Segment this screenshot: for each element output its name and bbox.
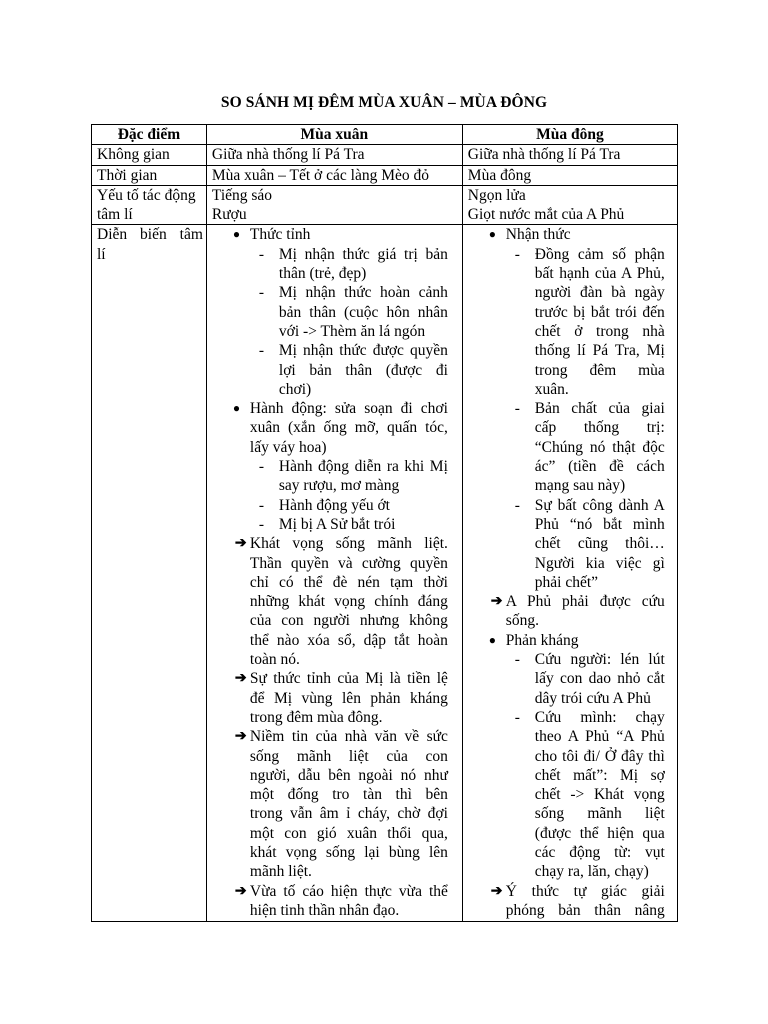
list-line [468, 534, 674, 553]
header-mua-dong: Mùa đông [462, 125, 677, 145]
list-line-text: Mị nhận thức giá trị bản [278, 245, 448, 263]
list-line-text: Cứu người: lén lút [534, 651, 665, 669]
list-line [468, 457, 674, 476]
list-line-text: Người kia việc gì [534, 554, 665, 572]
table-row [92, 145, 678, 165]
list-line-text: trong vẫn âm ỉ cháy, chờ đợi [249, 805, 448, 823]
list-line [468, 804, 674, 823]
row-label: Không gian [92, 145, 207, 165]
row-label-line: lí [97, 245, 106, 263]
list-line [212, 573, 459, 592]
list-line-text: phóng bản thân nâng [505, 901, 665, 919]
dash-marker: - [514, 400, 520, 418]
row-label-line: Yếu tố tác động [97, 186, 196, 204]
list-line [468, 380, 674, 399]
list-line-text: thể nào xóa sổ, dập tắt hoàn [249, 631, 448, 649]
list-line [212, 843, 459, 862]
list-line [468, 418, 674, 437]
list-line [468, 245, 674, 264]
list-line-text: A Phủ phải được cứu [505, 593, 665, 611]
list-line [212, 245, 459, 264]
dash-marker: - [514, 496, 520, 514]
dash-marker: - [258, 284, 265, 302]
list-line-text: trước bị bắt trói đến [534, 303, 665, 321]
list-line-text: Vừa tố cáo hiện thực vừa thể [249, 882, 448, 900]
list-line [212, 534, 459, 553]
bullet-icon: ● [232, 401, 241, 416]
list-line [468, 225, 674, 244]
winter-line: Ngọn lửa [467, 186, 526, 204]
list-line-text: sống mãnh liệt [534, 805, 665, 823]
list-line [468, 785, 674, 804]
list-line [468, 862, 674, 881]
list-line-text: Khát vọng sống mãnh liệt. [249, 535, 448, 553]
list-line-text: Sự bất công dành A [534, 496, 665, 514]
list-line [468, 901, 674, 920]
list-line-text: Hành động yếu ớt [278, 496, 390, 514]
row-label-line: tâm lí [97, 206, 133, 224]
spring-cell: Mùa xuân – Tết ở các làng Mèo đỏ [206, 165, 462, 185]
list-line-text: cho tôi đi/ Ở đây thì [534, 747, 665, 765]
list-line [468, 708, 674, 727]
list-line-text: sống. [505, 612, 539, 630]
dash-marker: - [258, 342, 265, 360]
dash-marker: - [258, 245, 265, 263]
list-line-text: với -> Thèm ăn lá ngón [278, 322, 426, 340]
list-line-text: ác” (tiền đề cách [534, 458, 665, 476]
arrow-right-icon: ➔ [490, 883, 503, 899]
list-line-text: chết ở trong nhà [534, 322, 665, 340]
list-line-text: xuân. [534, 380, 569, 398]
list-line [212, 457, 459, 476]
list-line [468, 476, 674, 495]
list-line-text: Thức tỉnh [249, 226, 311, 244]
list-line [212, 708, 459, 727]
list-line-text: Mị nhận thức hoàn cảnh [278, 284, 448, 302]
list-line-text: thân (trẻ, đẹp) [278, 265, 367, 283]
list-line-text: phải chết” [534, 573, 599, 591]
list-line [212, 496, 459, 515]
list-line-text: say rượu, mơ màng [278, 477, 400, 495]
list-line-text: (được thể hiện qua [534, 824, 665, 842]
list-line-text: bản thân (cuộc hôn nhân [278, 303, 448, 321]
arrow-right-icon: ➔ [490, 594, 503, 610]
list-line-text: Thần quyền và cường quyền [249, 554, 448, 572]
list-line-text: của con người nhưng không [249, 612, 448, 630]
winter-content [468, 225, 674, 921]
header-row [92, 125, 678, 145]
spring-line: Rượu [211, 206, 247, 224]
list-line-text: chỉ có thể đè nén tạm thời [249, 573, 448, 591]
list-line-text: bất hạnh của A Phủ, [534, 265, 665, 283]
list-line [212, 650, 459, 669]
winter-cell [462, 225, 677, 922]
list-line [212, 361, 459, 380]
list-line [212, 438, 459, 457]
list-line-text: các động từ: vụt [534, 843, 665, 861]
dash-marker: - [514, 708, 520, 726]
list-line [468, 496, 674, 515]
list-line [212, 611, 459, 630]
list-line [468, 592, 674, 611]
list-line [468, 283, 674, 302]
list-line [212, 901, 459, 920]
list-line [468, 515, 674, 534]
list-line [212, 418, 459, 437]
list-line-text: Bản chất của giai [534, 400, 665, 418]
winter-line: Giọt nước mắt của A Phủ [467, 206, 625, 224]
list-line [468, 322, 674, 341]
list-line-text: người đàn bà ngày [534, 284, 665, 302]
list-line [212, 804, 459, 823]
list-line-text: cấp thống trị: [534, 419, 665, 437]
list-line [212, 515, 459, 534]
list-line [468, 303, 674, 322]
list-line-text: khát vọng sống lại bùng lên [249, 843, 448, 861]
bullet-icon: ● [488, 227, 497, 242]
spring-cell [206, 225, 462, 922]
dash-marker: - [514, 245, 520, 263]
list-line-text: Mị bị A Sử bắt trói [278, 515, 396, 533]
arrow-right-icon: ➔ [234, 536, 247, 552]
list-line [212, 399, 459, 418]
list-line [212, 554, 459, 573]
bullet-icon: ● [488, 632, 497, 647]
list-line-text: hiện tinh thần nhân đạo. [249, 901, 400, 919]
list-line [468, 669, 674, 688]
list-line-text: Đồng cảm số phận [534, 245, 665, 263]
arrow-right-icon: ➔ [234, 883, 247, 899]
table-row-dien-bien [92, 225, 678, 922]
list-line [468, 554, 674, 573]
list-line [212, 727, 459, 746]
table-row [92, 165, 678, 185]
list-line-text: Mị nhận thức được quyền [278, 342, 448, 360]
list-line [212, 303, 459, 322]
list-line [468, 843, 674, 862]
dash-marker: - [514, 651, 520, 669]
list-line-text: thống lí Pá Tra, Mị [534, 342, 665, 360]
list-line [468, 824, 674, 843]
list-line [212, 824, 459, 843]
list-line [212, 747, 459, 766]
list-line-text: chết -> Khát vọng [534, 786, 665, 804]
list-line [468, 399, 674, 418]
list-line-text: Ý thức tự giác giải [505, 882, 665, 900]
dash-marker: - [258, 515, 265, 533]
list-line-text: xuân (xắn ống mỡ, quấn tóc, [249, 419, 448, 437]
list-line [212, 341, 459, 360]
spring-content [212, 225, 459, 921]
list-line [468, 341, 674, 360]
arrow-right-icon: ➔ [234, 671, 247, 687]
row-label [92, 185, 207, 225]
list-line-text: Hành động: sửa soạn đi chơi [249, 400, 448, 418]
list-line-text: chết cũng thôi… [534, 535, 665, 553]
list-line-text: sống mãnh liệt của con [249, 747, 448, 765]
list-line [212, 669, 459, 688]
row-label: Thời gian [92, 165, 207, 185]
list-line [212, 785, 459, 804]
list-line-text: lấy con dao nhỏ cắt [534, 670, 665, 688]
list-line [468, 766, 674, 785]
list-line [212, 264, 459, 283]
list-line-text: dây trói cứu A Phủ [534, 689, 651, 707]
list-line [212, 631, 459, 650]
spring-line: Tiếng sáo [211, 186, 273, 204]
header-mua-xuan: Mùa xuân [206, 125, 462, 145]
row-label-line: Diễn biến tâm [97, 226, 203, 244]
list-line [468, 727, 674, 746]
list-line-text: một đống tro tàn thì bên [249, 786, 448, 804]
list-line [212, 689, 459, 708]
list-line [212, 592, 459, 611]
list-line-text: lấy váy hoa) [249, 438, 327, 456]
list-line-text: trong đêm mùa [534, 361, 665, 379]
list-line [212, 380, 459, 399]
list-line-text: một con gió xuân thổi qua, [249, 824, 448, 842]
list-line [212, 225, 459, 244]
list-line-text: lợi bản thân (được đi [278, 361, 448, 379]
list-line [468, 650, 674, 669]
list-line-text: chạy ra, lăn, chạy) [534, 863, 649, 881]
list-line-text: Niềm tin của nhà văn về sức [249, 728, 448, 746]
list-line [212, 283, 459, 302]
arrow-right-icon: ➔ [234, 729, 247, 745]
list-line-text: “Chúng nó thật độc [534, 438, 665, 456]
list-line-text: người, dẫu bên ngoài nó như [249, 766, 448, 784]
comparison-table [91, 124, 678, 922]
list-line-text: trong đêm mùa đông. [249, 708, 383, 726]
bullet-icon: ● [232, 227, 241, 242]
list-line [468, 747, 674, 766]
header-dac-diem: Đặc điểm [92, 125, 207, 145]
spring-cell: Giữa nhà thống lí Pá Tra [206, 145, 462, 165]
list-line-text: chết mất”: Mị sợ [534, 766, 665, 784]
document-title: SO SÁNH MỊ ĐÊM MÙA XUÂN – MÙA ĐÔNG [220, 94, 548, 111]
list-line-text: những khát vọng chính đáng [249, 593, 448, 611]
list-line-text: Phủ “nó bắt mình [534, 515, 665, 533]
table-row [92, 185, 678, 225]
list-line-text: toàn nó. [249, 651, 300, 669]
winter-cell: Mùa đông [462, 165, 677, 185]
list-line [212, 882, 459, 901]
dash-marker: - [258, 496, 265, 514]
list-line-text: mãnh liệt. [249, 863, 312, 881]
list-line [468, 438, 674, 457]
list-line-text: Cứu mình: chạy [534, 708, 665, 726]
list-line [468, 611, 674, 630]
list-line [468, 361, 674, 380]
list-line [212, 766, 459, 785]
row-label [92, 225, 207, 922]
winter-cell: Giữa nhà thống lí Pá Tra [462, 145, 677, 165]
winter-cell [462, 185, 677, 225]
list-line-text: Hành động diễn ra khi Mị [278, 458, 448, 476]
list-line-text: Phản kháng [505, 631, 579, 649]
list-line [468, 631, 674, 650]
list-line-text: mạng sau này) [534, 477, 626, 495]
list-line [212, 862, 459, 881]
list-line [468, 264, 674, 283]
list-line-text: Sự thức tỉnh của Mị là tiền lệ [249, 670, 448, 688]
list-line [212, 476, 459, 495]
list-line-text: để Mị vùng lên phản kháng [249, 689, 448, 707]
list-line-text: chơi) [278, 380, 312, 398]
list-line [468, 882, 674, 901]
list-line [468, 573, 674, 592]
spring-cell [206, 185, 462, 225]
list-line [212, 322, 459, 341]
list-line-text: Nhận thức [505, 226, 571, 244]
list-line [468, 689, 674, 708]
dash-marker: - [258, 458, 265, 476]
list-line-text: theo A Phủ “A Phủ [534, 728, 665, 746]
